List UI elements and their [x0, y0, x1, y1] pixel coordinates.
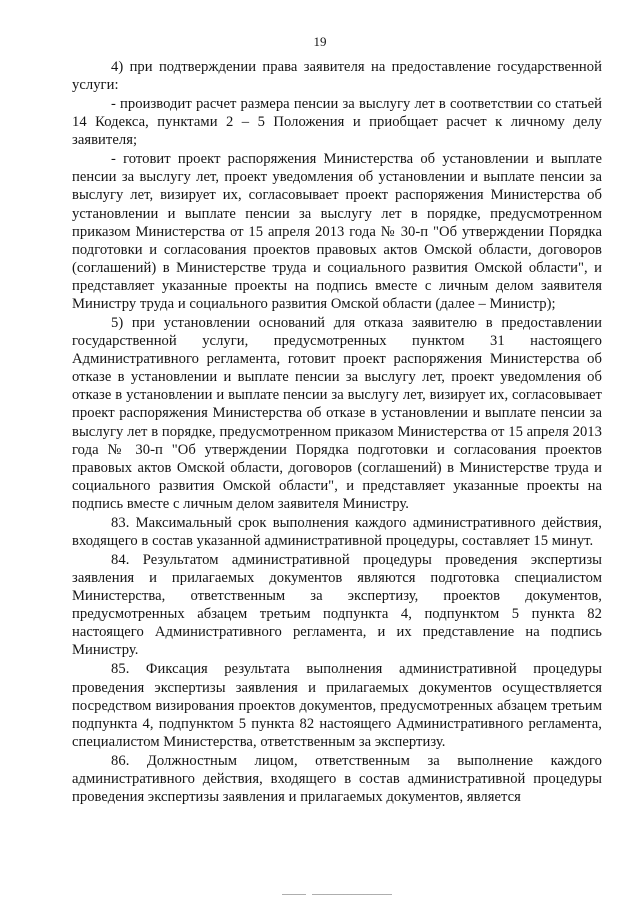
paragraph-item-5: 5) при установлении оснований для отказа заявителю в предоставлении государственной услуги, предусмотренных пунктом 31 настоящего Административного регламента, готовит проект распоряжения Министерства об отказе в установлении и выплате пенсии за выслугу лет, проект уведомления об отказе в установлении и выплате пенсии за выслугу лет, визирует их, согласовывает проект распоряжения Министерства об отказе в установлении и выплате пенсии за выслугу лет в порядке, предусмотренном приказом Министерства от 15 апреля 2013 года № 30-п "Об утверждении Порядка подготовки и согласования проектов правовых актов Омской области, договоров (соглашений) в Министерстве труда и социального развития Омской области", и представляет указанные проекты на подпись вместе с личным делом заявителя Министру.	[72, 314, 602, 512]
paragraph-84: 84. Результатом административной процедуры проведения экспертизы заявления и прилагаемых документов являются подготовка специалистом Министерства, ответственным за экспертизу, проектов документов, предусмотренных абзацем третьим подпункта 4, подпунктом 5 пункта 82 настоящего Административного регламента, и их представление на подпись Министру.	[72, 551, 602, 659]
paragraph-item-4: 4) при подтверждении права заявителя на предоставление государственной услуги:	[72, 59, 602, 94]
paragraph-86: 86. Должностным лицом, ответственным за выполнение каждого административного действия, входящего в состав административной процедуры проведения экспертизы заявления и прилагаемых документов, является	[72, 752, 602, 805]
bottom-scan-line	[282, 894, 392, 895]
paragraph-prepare-order: - готовит проект распоряжения Министерства об установлении и выплате пенсии за выслугу лет, проект уведомления об установлении и выплате пенсии за выслугу лет, визирует их, согласовывает проект распоряжения Министерства об установлении и выплате пенсии за выслугу лет в порядке, предусмотренном приказом Министерства от 15 апреля 2013 года № 30-п "Об утверждении Порядка подготовки и согласования проектов правовых актов Омской области, договоров (соглашений) в Министерстве труда и социального развития Омской области", и представляет указанные проекты на подпись вместе с личным делом заявителя Министру труда и социального развития Омской области (далее – Министр);	[72, 151, 602, 312]
paragraph-85: 85. Фиксация результата выполнения административной процедуры проведения экспертизы заявления и прилагаемых документов осуществляется посредством визирования проектов документов, предусмотренных абзацем третьим подпункта 4, подпунктом 5 пункта 82 настоящего Административного регламента, специалистом Министерства, ответственным за экспертизу.	[72, 661, 602, 750]
page-number: 19	[313, 34, 327, 49]
paragraph-83: 83. Максимальный срок выполнения каждого административного действия, входящего в состав указанной административной процедуры, составляет 15 минут.	[72, 514, 602, 549]
document-body	[72, 58, 602, 806]
paragraph-pension-calculation: - производит расчет размера пенсии за выслугу лет в соответствии со статьей 14 Кодекса, пунктами 2 – 5 Положения и приобщает расчет к личному делу заявителя;	[72, 96, 602, 149]
